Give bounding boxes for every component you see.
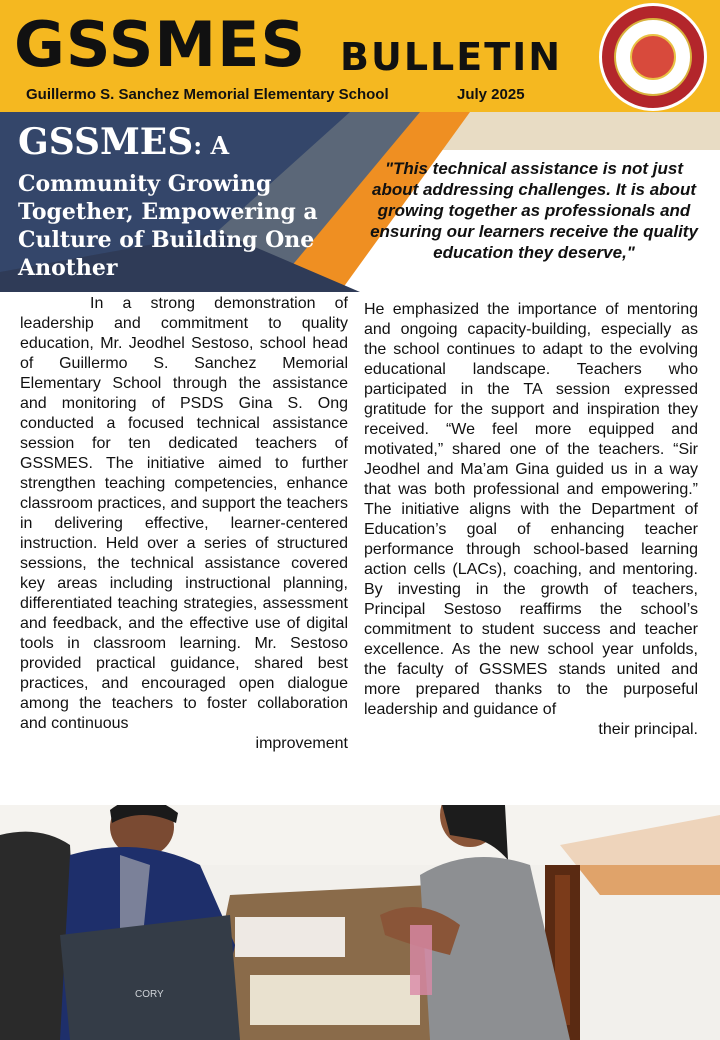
right-column-end: their principal. [598, 721, 698, 738]
school-seal-icon [599, 3, 707, 111]
right-column-body: He emphasized the importance of mentoring and ongoing capacity-building, especially as the school continues to adapt to the evolving educational landscape. Teachers who participated in the TA session expressed gratitude for the support and inspiration they received. “We feel more equipped and motivated,” shared one of the teachers. “Sir Jeodhel and Ma’am Gina guided us in a way that was both professional and empowering.” The initiative aligns with the Department of Education’s goal of enhancing teacher performance through school-based learning action cells (LACs), coaching, and mentoring. By investing in the growth of teachers, Principal Sestoso reaffirms the school’s commitment to student success and teacher excellence. As the new school year unfolds, the faculty of GSSMES stands united and more prepared thanks to the purposeful leadership and guidance of [364, 301, 698, 718]
issue-date: July 2025 [457, 86, 525, 103]
headline-main: GSSMES [18, 121, 194, 163]
left-column-end: improvement [255, 735, 348, 752]
left-column-body: In a strong demonstration of leadership and commitment to quality education, Mr. Jeodhel Sestoso, school head of Guillermo S. Sanchez Memorial Elementary School through the assistance and monitoring of PSDS Gina S. Ong conducted a focused technical assistance session for ten dedicated teachers of GSSMES. The initiative aimed to further strengthen teaching competencies, enhance classroom practices, and support the teachers in delivering effective, learner-centered instruction. Held over a series of structured sessions, the technical assistance covered key areas including instructional planning, differentiated teaching strategies, assessment and feedback, and the effective use of digital tools in classroom learning. Mr. Sestoso provided practical guidance, shared best practices, and encouraged open dialogue among the teachers to foster collaboration and continuous [20, 295, 348, 732]
right-column [364, 300, 698, 740]
pull-quote: "This technical assistance is not just about addressing challenges. It is about growing together as professionals and ensuring our learners receive the quality education they deserve," [370, 159, 698, 262]
masthead [0, 0, 720, 112]
meeting-photo [0, 805, 720, 1040]
school-name: Guillermo S. Sanchez Memorial Elementary School [26, 86, 389, 103]
article-headline [18, 122, 358, 282]
left-column [20, 294, 348, 754]
seal-inner-ring [614, 18, 692, 96]
laptop-brand: CORY [135, 989, 164, 1000]
bulletin-title: GSSMES [14, 8, 307, 81]
bulletin-subtitle: BULLETIN [340, 35, 563, 79]
seal-core [630, 34, 676, 80]
headline-subtitle: Community Growing Together, Empowering a Culture of Building One Another [18, 171, 318, 281]
headline-suffix: : A [193, 131, 230, 160]
